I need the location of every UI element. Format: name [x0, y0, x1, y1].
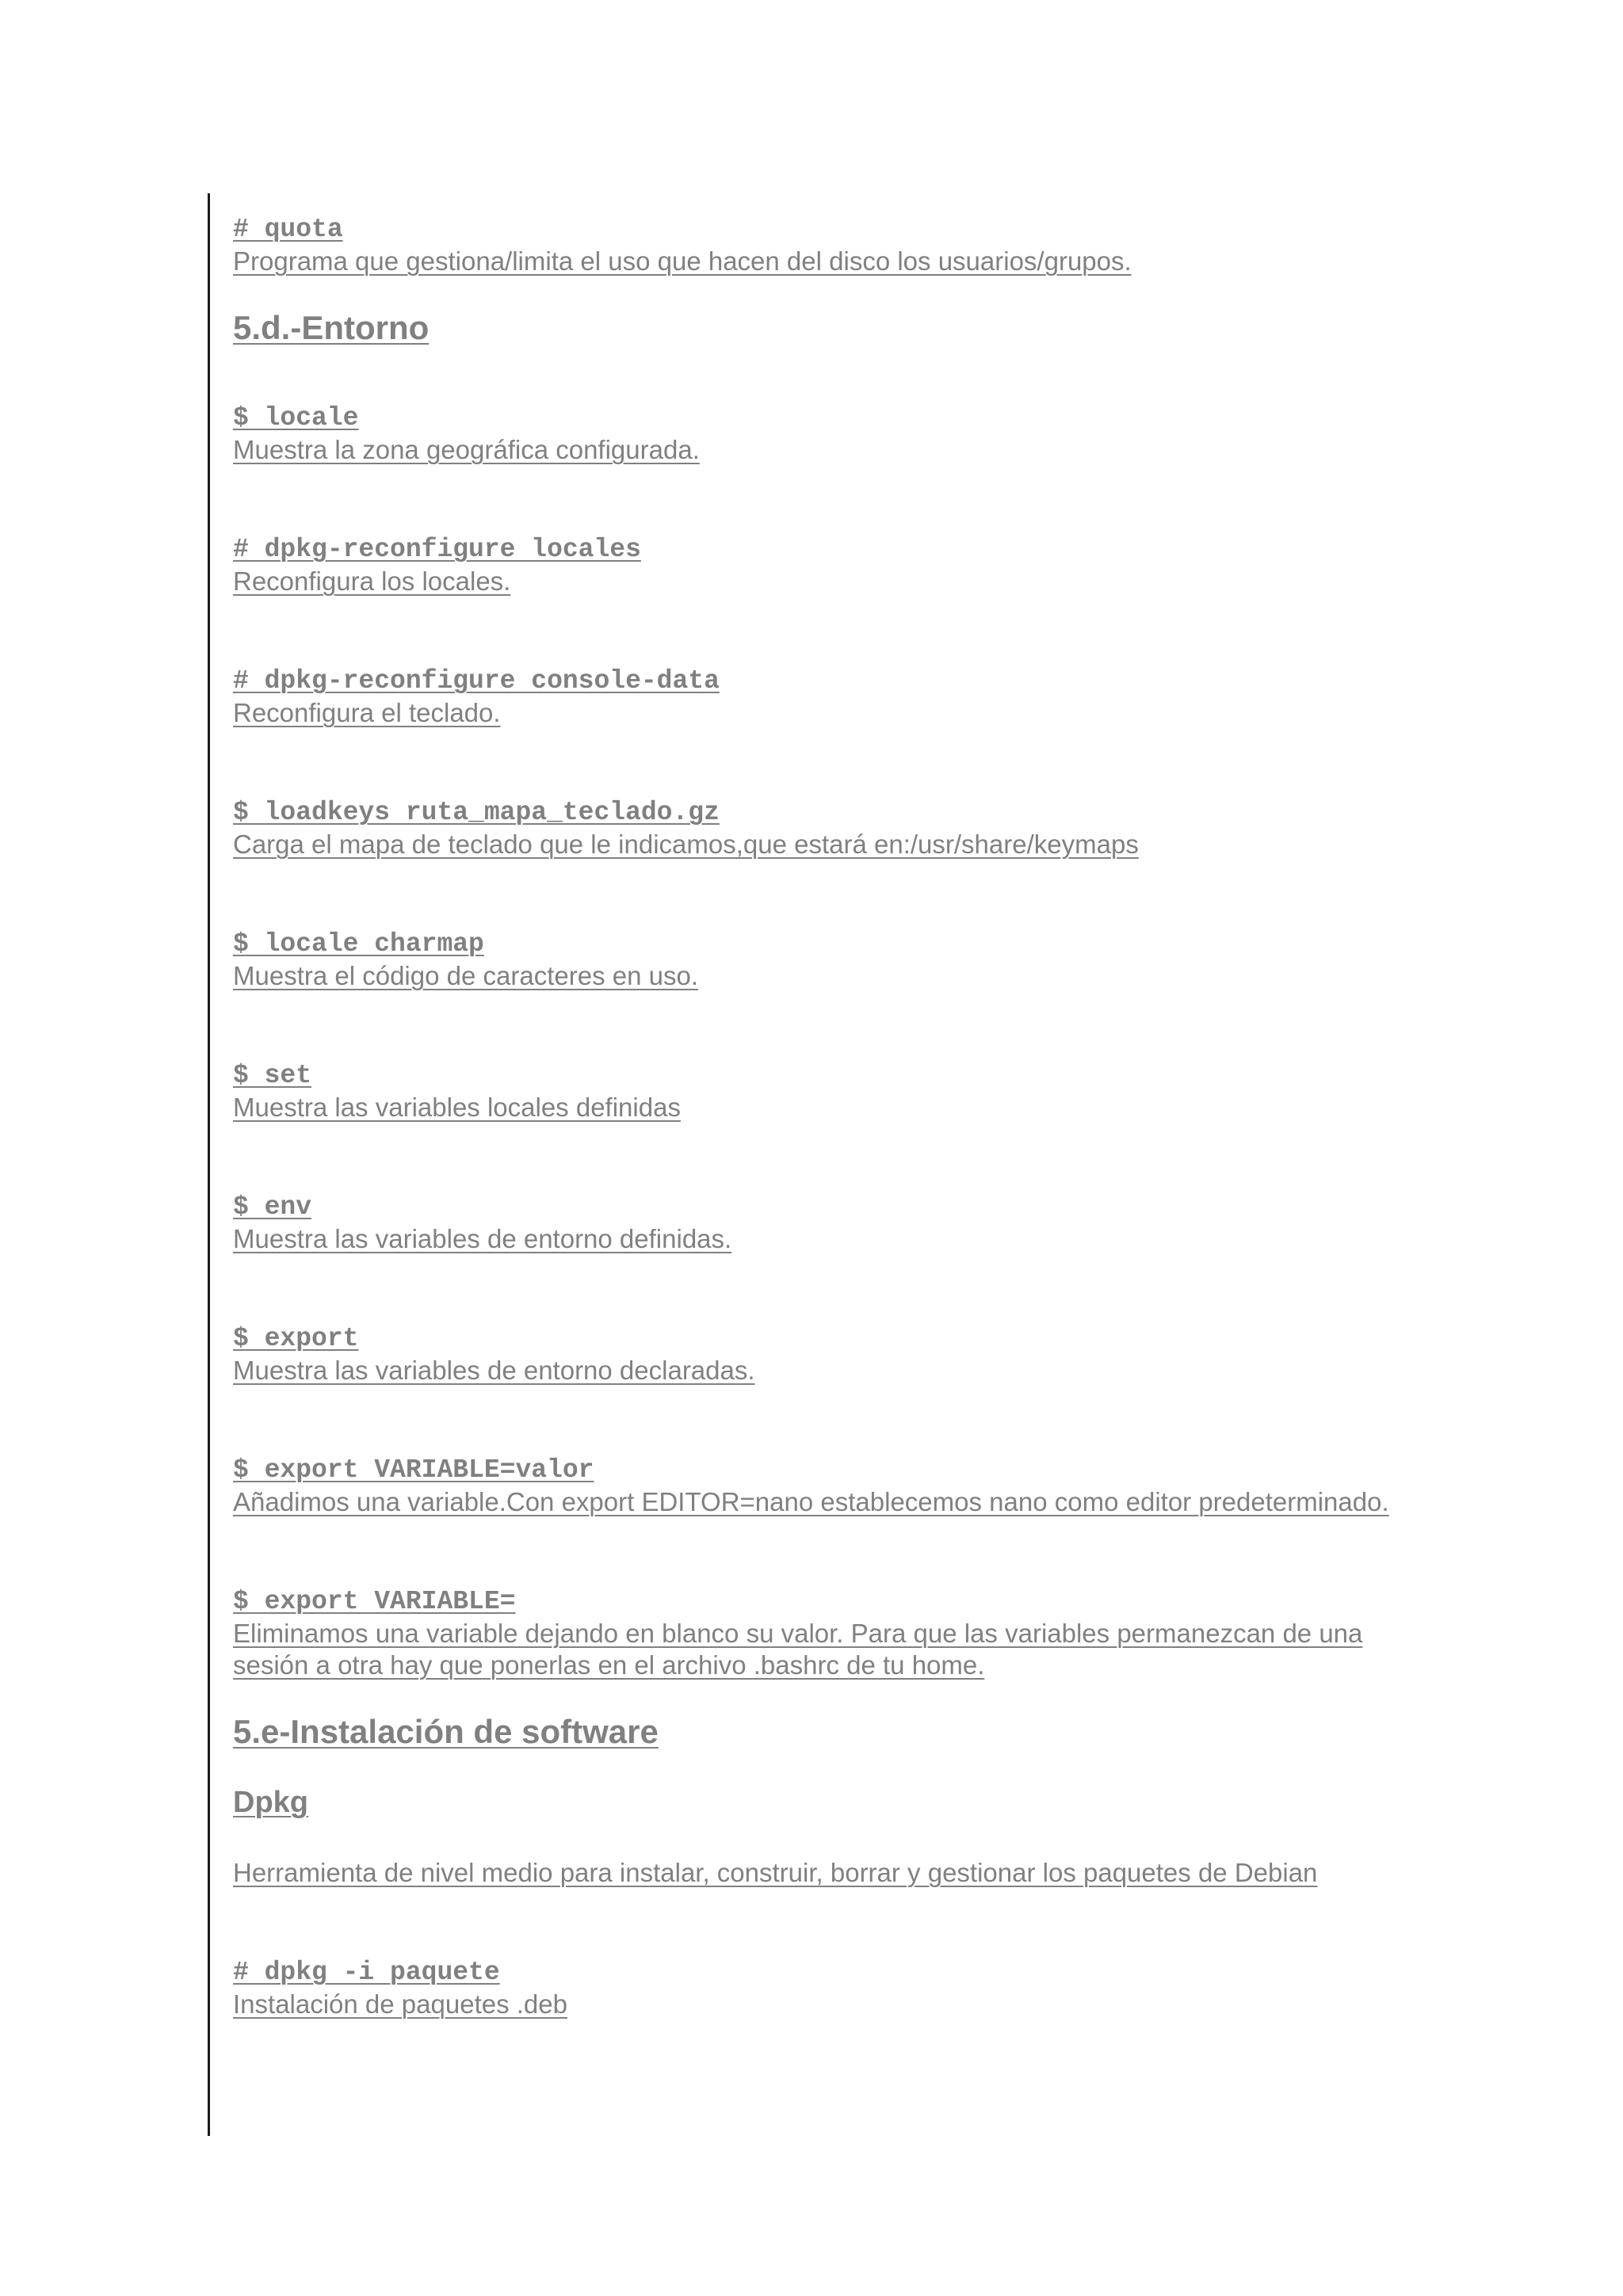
command-description: Programa que gestiona/limita el uso que hacen del disco los usuarios/grupos. [233, 246, 1132, 276]
command-description: Muestra las variables locales definidas [233, 1093, 681, 1122]
section-heading-software: 5.e-Instalación de software [233, 1713, 659, 1750]
command-text: # dpkg-reconfigure locales [233, 535, 641, 564]
command-text: $ export VARIABLE=valor [233, 1455, 594, 1485]
section-heading-entorno: 5.d.-Entorno [233, 309, 430, 346]
command-text: # dpkg-reconfigure console-data [233, 666, 720, 696]
change-bar [208, 193, 210, 2136]
entry-locale [233, 402, 1422, 466]
command-text: $ env [233, 1192, 312, 1222]
entry-dpkg-reconfigure-locales [233, 534, 1422, 597]
command-description: Añadimos una variable.Con export EDITOR=nano establecemos nano como editor predeterminado. [233, 1487, 1389, 1516]
command-description: Muestra las variables de entorno definidas. [233, 1224, 732, 1253]
entry-set [233, 1060, 1422, 1123]
command-text: $ loadkeys ruta_mapa_teclado.gz [233, 798, 720, 827]
command-text: $ locale [233, 403, 359, 433]
command-description: Muestra las variables de entorno declaradas. [233, 1356, 755, 1385]
command-description: Muestra la zona geográfica configurada. [233, 435, 700, 464]
entry-export-variable-empty [233, 1586, 1422, 1681]
command-description: Reconfigura el teclado. [233, 698, 501, 727]
command-description: Carga el mapa de teclado que le indicamos,que estará en:/usr/share/keymaps [233, 830, 1139, 859]
entry-quota [233, 214, 1422, 277]
entry-locale-charmap [233, 929, 1422, 992]
command-text: $ export [233, 1324, 359, 1353]
subheading-dpkg: Dpkg [233, 1786, 308, 1819]
dpkg-intro: Herramienta de nivel medio para instalar, construir, borrar y gestionar los paquetes de Debian [233, 1858, 1318, 1887]
command-text: # dpkg -i paquete [233, 1958, 500, 1987]
entry-loadkeys [233, 797, 1422, 860]
entry-export-variable-valor [233, 1455, 1422, 1518]
command-description: Eliminamos una variable dejando en blanco su valor. Para que las variables permanezcan de una sesión a otra hay que ponerlas en el archivo .bashrc de tu home. [233, 1619, 1363, 1680]
entry-export [233, 1323, 1422, 1386]
command-description: Muestra el código de caracteres en uso. [233, 961, 698, 990]
command-text: $ locale charmap [233, 929, 484, 959]
command-text: # quota [233, 215, 343, 244]
command-description: Reconfigura los locales. [233, 566, 511, 596]
entry-dpkg-i [233, 1957, 1422, 2020]
command-description: Instalación de paquetes .deb [233, 1989, 567, 2019]
command-text: $ set [233, 1061, 312, 1090]
entry-env [233, 1192, 1422, 1255]
command-text: $ export VARIABLE= [233, 1587, 516, 1616]
document-content [233, 214, 1422, 2020]
entry-dpkg-reconfigure-console-data [233, 666, 1422, 729]
